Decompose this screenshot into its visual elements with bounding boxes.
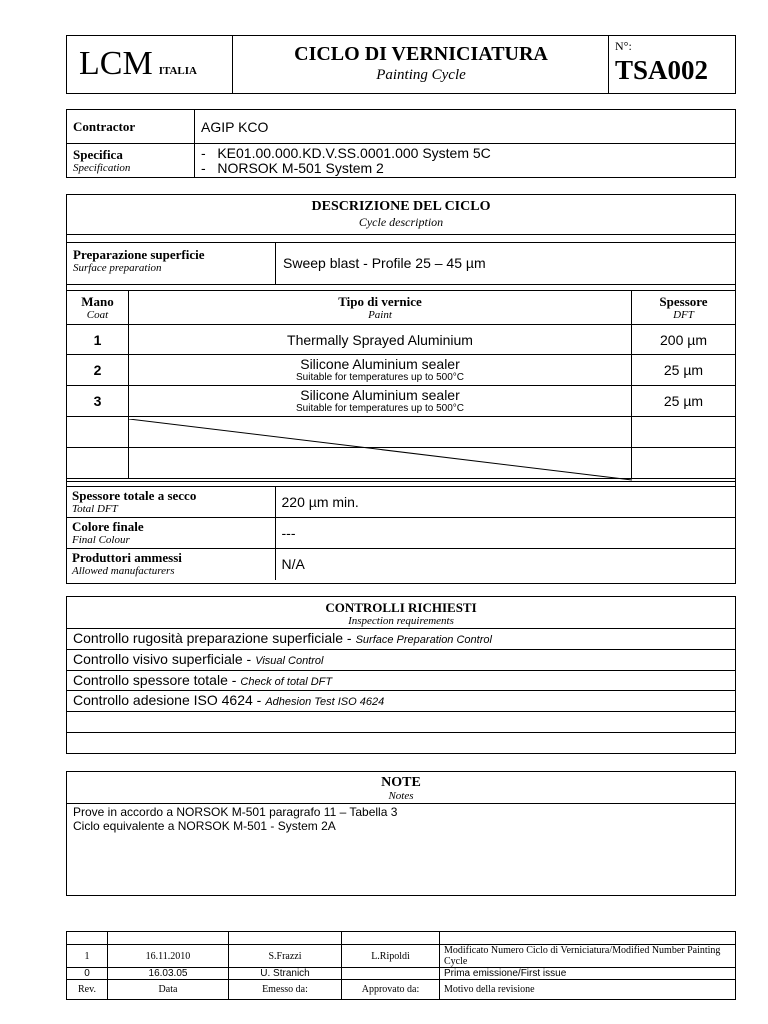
page-subtitle: Painting Cycle [376,67,466,83]
table-row [67,932,736,945]
total-label-en: Total DFT [72,503,118,515]
total-label: Spessore totale a secco [72,488,197,503]
list-item: Controllo adesione ISO 4624 - Adhesion Test ISO 4624 [67,690,735,711]
table-row [67,355,736,386]
col-dft-en: DFT [673,308,694,321]
list-item-empty [67,711,735,732]
controls-subtitle: Inspection requirements [348,615,454,627]
notes-section [66,771,736,896]
col-dft: Spessore [659,293,708,309]
coat-dft: 200 µm [632,325,736,355]
spec-label: Specifica [73,146,123,162]
colour-label-en: Final Colour [72,534,130,546]
cycle-section [66,194,736,584]
colour-label: Colore finale [72,519,144,534]
header-reason: Motivo della revisione [440,980,736,1000]
col-paint: Tipo di vernice [338,293,422,309]
revision-table [66,931,736,1000]
number-block [615,38,733,86]
rev-date: 16.03.05 [108,968,229,980]
coat-note: Suitable for temperatures up to 500°C [296,403,464,414]
notes-subtitle: Notes [388,790,414,802]
header-approved: Approvato da: [342,980,440,1000]
coat-dft: 25 µm [632,386,736,417]
coat-number: 2 [67,355,129,386]
header-rev: Rev. [67,980,108,1000]
contractor-value: AGIP KCO [195,110,736,144]
header-box [66,35,736,94]
table-row [67,325,736,355]
rev-number: 0 [67,968,108,980]
notes-title: NOTE [381,775,421,790]
table-header [67,980,736,1000]
list-item: Controllo spessore totale - Check of total DFT [67,670,735,690]
list-item: Controllo rugosità preparazione superficiale - Surface Preparation Control [67,628,735,649]
rev-approved [342,968,440,980]
header-issued: Emesso da: [229,980,342,1000]
totals-table [66,486,736,580]
table-row [67,386,736,417]
title-block [233,42,609,84]
coat-note: Suitable for temperatures up to 500°C [296,372,464,383]
rev-reason: Prima emissione/First issue [440,968,736,980]
coat-paint: Silicone Aluminium sealer [300,387,460,403]
controls-title: CONTROLLI RICHIESTI [325,600,477,615]
rev-issued: S.Frazzi [229,945,342,968]
header-date: Data [108,980,229,1000]
coat-paint: Thermally Sprayed Aluminium [129,325,632,355]
colour-value: --- [275,518,736,549]
coat-paint: Silicone Aluminium sealer [300,356,460,372]
info-table [66,109,736,178]
table-row [67,968,736,980]
col-coat: Mano [81,293,114,309]
rev-reason: Modificato Numero Ciclo di Verniciatura/Modified Number Painting Cycle [440,945,736,968]
rev-issued: U. Stranich [229,968,342,980]
spec-label-en: Specification [73,161,131,174]
total-value: 220 µm min. [275,487,736,518]
cycle-title: DESCRIZIONE DEL CICLO [311,199,491,214]
prep-value: Sweep blast - Profile 25 – 45 µm [283,255,486,271]
logo [79,42,229,86]
spec-item: - NORSOK M-501 System 2 [201,159,384,176]
coat-number: 3 [67,386,129,417]
table-row [67,945,736,968]
number-label: N°: [615,39,632,53]
spec-item: - KE01.00.000.KD.V.SS.0001.000 System 5C [201,144,491,161]
logo-main: LCM [79,45,153,82]
rev-approved: L.Ripoldi [342,945,440,968]
strikethrough-line [129,419,633,481]
prep-label: Preparazione superficie [73,247,205,262]
manuf-label: Produttori ammessi [72,550,182,566]
col-coat-en: Coat [86,308,109,321]
prep-label-en: Surface preparation [73,262,162,274]
note-line: Prove in accordo a NORSOK M-501 paragrafo 11 – Tabella 3 [73,805,398,819]
contractor-label: Contractor [73,118,136,134]
rev-number: 1 [67,945,108,968]
coat-dft: 25 µm [632,355,736,386]
controls-section [66,596,736,754]
manuf-value: N/A [275,549,736,580]
rev-date: 16.11.2010 [108,945,229,968]
cycle-subtitle: Cycle description [358,215,444,229]
manuf-label-en: Allowed manufacturers [72,565,175,578]
list-item-empty [67,732,735,753]
page-title: CICLO DI VERNICIATURA [294,43,548,65]
logo-sub: ITALIA [158,65,197,77]
document-number: TSA002 [615,55,709,85]
coat-number: 1 [67,325,129,355]
note-line: Ciclo equivalente a NORSOK M-501 - System 2A [73,819,336,833]
col-paint-en: Paint [368,308,392,321]
list-item: Controllo visivo superficiale - Visual Control [67,649,735,670]
